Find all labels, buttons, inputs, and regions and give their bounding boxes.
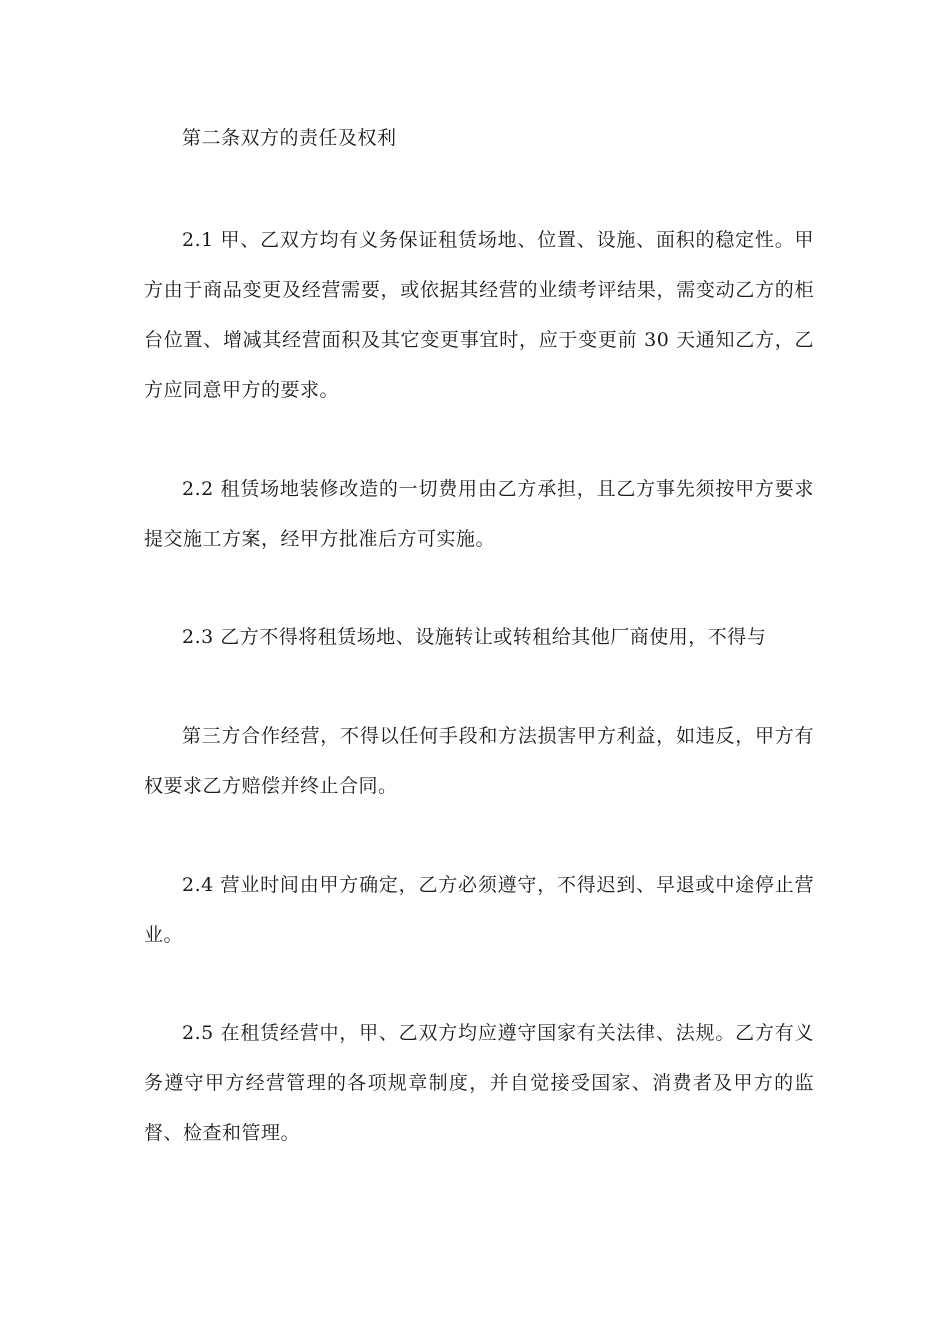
clause-2-5: 2.5 在租赁经营中，甲、乙双方均应遵守国家有关法律、法规。乙方有义务遵守甲方经营管理的各项规章制度，并自觉接受国家、消费者及甲方的监督、检查和管理。 bbox=[144, 1022, 814, 1144]
clause-2-4: 2.4 营业时间由甲方确定，乙方必须遵守，不得迟到、早退或中途停止营业。 bbox=[144, 874, 814, 946]
clause-2-2: 2.2 租赁场地装修改造的一切费用由乙方承担，且乙方事先须按甲方要求提交施工方案，经甲方批准后方可实施。 bbox=[144, 478, 814, 550]
clause-2-3-continued: 第三方合作经营，不得以任何手段和方法损害甲方利益，如违反，甲方有权要求乙方赔偿并终止合同。 bbox=[144, 725, 814, 797]
clause-2-1: 2.1 甲、乙双方均有义务保证租赁场地、位置、设施、面积的稳定性。甲方由于商品变更及经营需要，或依据其经营的业绩考评结果，需变动乙方的柜台位置、增减其经营面积及其它变更事宜时，应于变更前 30 天通知乙方，乙方应同意甲方的要求。 bbox=[144, 229, 814, 401]
section-heading: 第二条双方的责任及权利 bbox=[182, 127, 397, 149]
clause-2-3: 2.3 乙方不得将租赁场地、设施转让或转租给其他厂商使用，不得与 bbox=[182, 626, 767, 648]
